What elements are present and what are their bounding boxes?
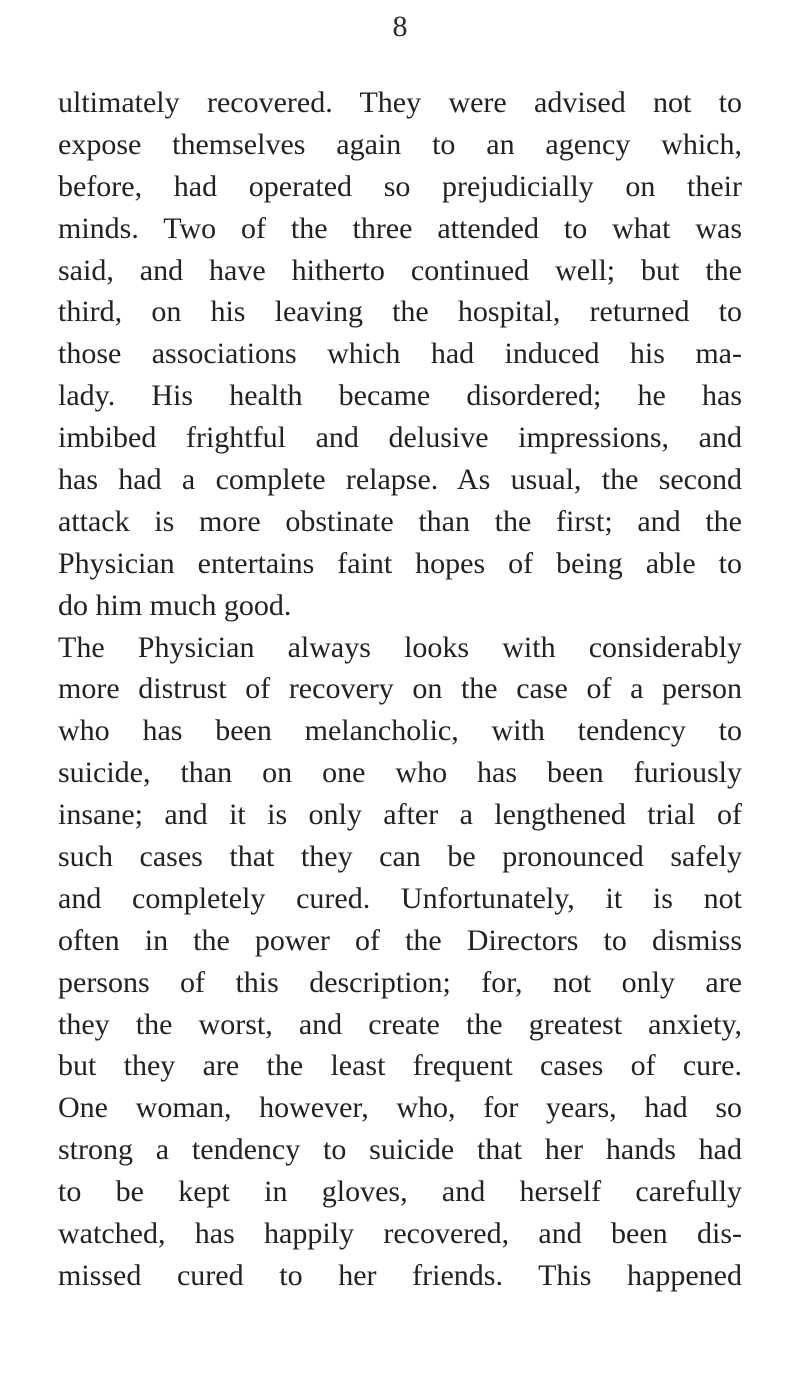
text-line: strong a tendency to suicide that her hands had (58, 1133, 742, 1167)
text-line: imbibed frightful and delusive impressions, and (58, 421, 742, 455)
text-line: One woman, however, who, for years, had so (58, 1091, 742, 1125)
text-line: insane; and it is only after a lengthened trial of (58, 798, 742, 832)
text-line: missed cured to her friends. This happened (58, 1258, 742, 1292)
text-line: do him much good. (58, 588, 292, 622)
text-line: persons of this description; for, not only are (58, 965, 742, 999)
text-line: such cases that they can be pronounced safely (58, 840, 742, 874)
text-line: and completely cured. Unfortunately, it is not (58, 881, 742, 915)
text-line: Physician entertains faint hopes of being able to (58, 546, 742, 580)
text-line: The Physician always looks with considerably (58, 630, 742, 664)
page-number: 8 (392, 10, 408, 43)
text-line: has had a complete relapse. As usual, the second (58, 463, 742, 497)
text-line: watched, has happily recovered, and been dis- (58, 1217, 742, 1251)
text-line: who has been melancholic, with tendency to (58, 714, 742, 748)
text-line: suicide, than on one who has been furiously (58, 756, 742, 790)
text-line: to be kept in gloves, and herself carefully (58, 1175, 742, 1209)
text-line: often in the power of the Directors to dismiss (58, 923, 742, 957)
text-line: said, and have hitherto continued well; but the (58, 253, 742, 287)
text-line: lady. His health became disordered; he has (58, 379, 742, 413)
text-line: expose themselves again to an agency which, (58, 127, 742, 161)
body-text (58, 82, 742, 1297)
text-line: they the worst, and create the greatest anxiety, (58, 1007, 742, 1041)
text-line: but they are the least frequent cases of cure. (58, 1049, 742, 1083)
text-line: minds. Two of the three attended to what was (58, 211, 742, 245)
text-line: more distrust of recovery on the case of a person (58, 672, 742, 706)
text-line: before, had operated so prejudicially on their (58, 169, 742, 203)
text-line: those associations which had induced his ma- (58, 337, 742, 371)
text-line: attack is more obstinate than the first; and the (58, 504, 742, 538)
text-line: third, on his leaving the hospital, returned to (58, 295, 742, 329)
text-line: ultimately recovered. They were advised not to (58, 86, 742, 119)
